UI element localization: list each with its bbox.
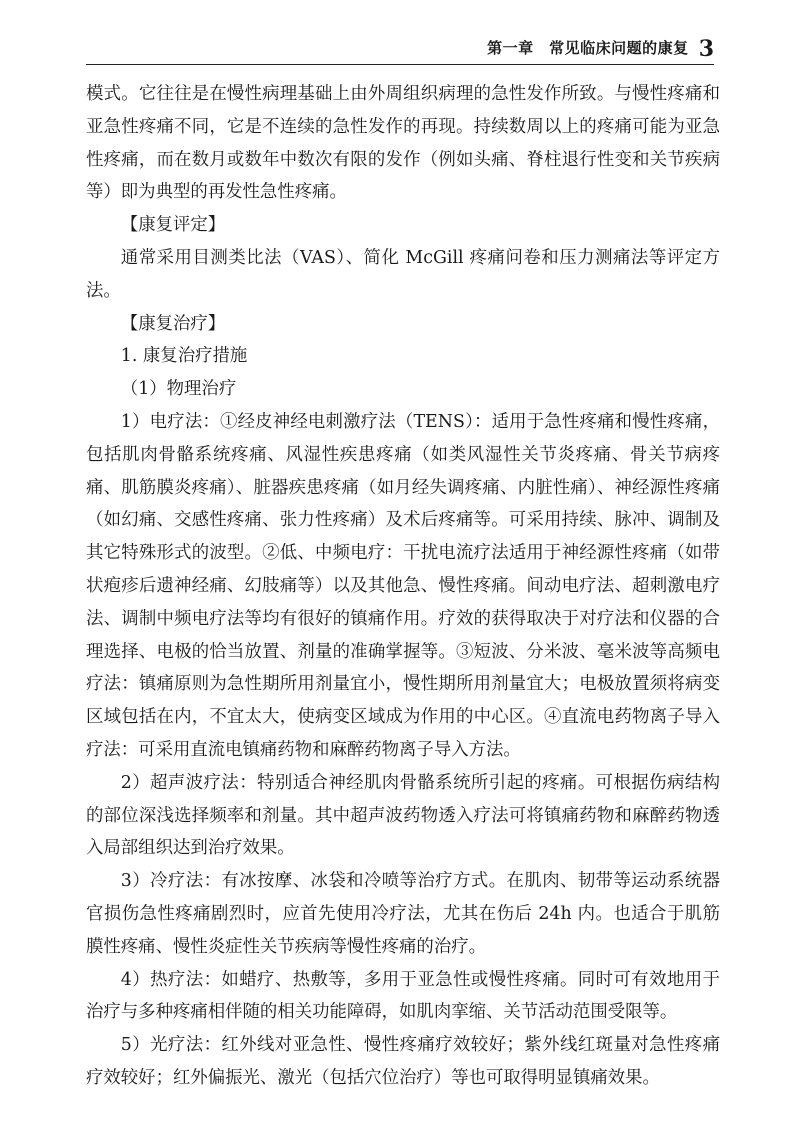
page-number: 3 [698, 36, 714, 62]
paragraph-electrotherapy: 1）电疗法：①经皮神经电刺激疗法（TENS）：适用于急性疼痛和慢性疼痛，包括肌肉骨骼系统疼痛、风湿性疾患疼痛（如类风湿性关节炎疼痛、骨关节病疼痛、肌筋膜炎疼痛）、脏器疾患疼痛（如月经失调疼痛、内脏性痛）、神经源性疼痛（如幻痛、交感性疼痛、张力性疼痛）及术后疼痛等。可采用持续、脉冲、调制及其它特殊形式的波型。②低、中频电疗：干扰电流疗法适用于神经源性疼痛（如带状疱疹后遗神经痛、幻肢痛等）以及其他急、慢性疼痛。间动电疗法、超刺激电疗法、调制中频电疗法等均有很好的镇痛作用。疗效的获得取决于对疗法和仪器的合理选择、电极的恰当放置、剂量的准确掌握等。③短波、分米波、毫米波等高频电疗法：镇痛原则为急性期所用剂量宜小，慢性期所用剂量宜大；电极放置须将病变区域包括在内，不宜太大，使病变区域成为作用的中心区。④直流电药物离子导入疗法：可采用直流电镇痛药物和麻醉药物离子导入方法。 [86, 411, 720, 760]
subheading-measures: 1. 康复治疗措施 [120, 346, 248, 367]
paragraph-cold-therapy: 3）冷疗法：有冰按摩、冰袋和冷喷等治疗方式。在肌肉、韧带等运动系统器官损伤急性疼痛剧烈时，应首先使用冷疗法，尤其在伤后 24h 内。也适合于肌筋膜性疼痛、慢性炎症性关节疾病等慢性疼痛的治疗。 [86, 871, 720, 957]
running-header [86, 34, 714, 65]
paragraph-heat-therapy: 4）热疗法：如蜡疗、热敷等，多用于亚急性或慢性疼痛。同时可有效地用于治疗与多种疼痛相伴随的相关功能障碍，如肌肉挛缩、关节活动范围受限等。 [86, 969, 720, 1023]
body-text [86, 78, 720, 1095]
paragraph-light-therapy: 5）光疗法：红外线对亚急性、慢性疼痛疗效较好；紫外线红斑量对急性疼痛疗效较好；红外偏振光、激光（包括穴位治疗）等也可取得明显镇痛效果。 [86, 1035, 720, 1088]
section-heading-assessment: 【康复评定】 [120, 215, 226, 236]
paragraph-ultrasound: 2）超声波疗法：特别适合神经肌肉骨骼系统所引起的疼痛。可根据伤病结构的部位深浅选择频率和剂量。其中超声波药物透入疗法可将镇痛药物和麻醉药物透入局部组织达到治疗效果。 [86, 772, 720, 859]
section-heading-treatment: 【康复治疗】 [120, 313, 226, 334]
paragraph-assessment: 通常采用目测类比法（VAS）、简化 McGill 疼痛问卷和压力测痛法等评定方法。 [86, 247, 720, 301]
subheading-physical-therapy: （1）物理治疗 [120, 379, 237, 400]
chapter-title: 第一章 常见临床问题的康复 [487, 39, 689, 57]
paragraph-continuation: 模式。它往往是在慢性病理基础上由外周组织病理的急性发作所致。与慢性疼痛和亚急性疼痛不同，它是不连续的急性发作的再现。持续数周以上的疼痛可能为亚急性疼痛，而在数月或数年中数次有限的发作（例如头痛、脊柱退行性变和关节疾病等）即为典型的再发性急性疼痛。 [86, 84, 720, 203]
